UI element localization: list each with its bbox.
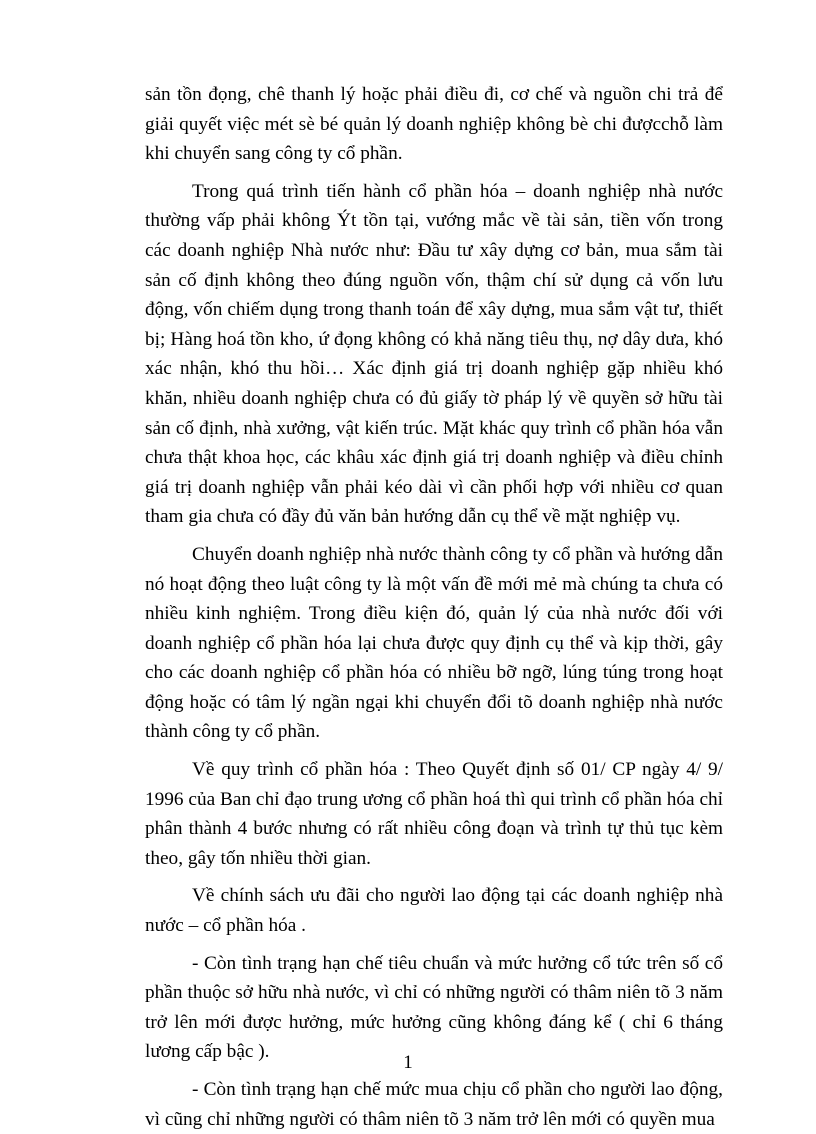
list-item-dividend-limit: - Còn tình trạng hạn chế tiêu chuẩn và mức hưởng cổ tức trên số cổ phần thuộc sở hữu nhà nước, vì chỉ có những người có thâm niên tõ 3 năm trở lên mới được hưởng, mức hưởng cũng không đáng kể ( chỉ 6 tháng lương cấp bậc ). xyxy=(145,952,723,1063)
list-item-purchase-limit: - Còn tình trạng hạn chế mức mua chịu cổ phần cho người lao động, vì cũng chỉ những người có thâm niên tõ 3 năm trở lên mới có quyền mua xyxy=(145,1079,723,1130)
paragraph-incentive-policy: Về chính sách ưu đãi cho người lao động tại các doanh nghiệp nhà nước – cổ phần hóa . xyxy=(145,885,723,937)
page-number: 1 xyxy=(403,1052,413,1073)
paragraph-equitization-procedure: Về quy trình cổ phần hóa : Theo Quyết định số 01/ CP ngày 4/ 9/ 1996 của Ban chỉ đạo trung ương cổ phần hoá thì qui trình cổ phần hóa chỉ phân thành 4 bước nhưng có rất nhiều công đoạn và trình tự thủ tục kèm theo, gây tốn nhiều thời gian. xyxy=(145,759,723,869)
paragraph-equitization-obstacles: Trong quá trình tiến hành cổ phần hóa – doanh nghiệp nhà nước thường vấp phải không Ýt tồn tại, vướng mắc về tài sản, tiền vốn trong các doanh nghiệp Nhà nước như: Đầu tư xây dựng cơ bản, mua sắm tài sản cố định không theo đúng nguồn vốn, thậm chí sử dụng cả vốn lưu động, vốn chiếm dụng trong thanh toán để xây dựng, mua sắm vật tư, thiết bị; Hàng hoá tồn kho, ứ đọng không có khả năng tiêu thụ, nợ dây dưa, khó xác nhận, khó thu hồi… Xác định giá trị doanh nghiệp gặp nhiều khó khăn, nhiều doanh nghiệp chưa có đủ giấy tờ pháp lý về quyền sở hữu tài sản cố định, nhà xưởng, vật kiến trúc. Mặt khác quy trình cổ phần hóa vẫn chưa thật khoa học, các khâu xác định giá trị doanh nghiệp và điều chỉnh giá trị doanh nghiệp vẫn phải kéo dài vì cần phối hợp với nhiều cơ quan tham gia chưa có đầy đủ văn bản hướng dẫn cụ thể về mặt nghiệp vụ. xyxy=(145,180,723,528)
paragraph-state-management: Chuyển doanh nghiệp nhà nước thành công ty cổ phần và hướng dẫn nó hoạt động theo luật công ty là một vấn đề mới mẻ mà chúng ta chưa có nhiều kinh nghiệm. Trong điều kiện đó, quản lý của nhà nước đối với doanh nghiệp cổ phần hóa lại chưa được quy định cụ thể và kịp thời, gây cho các doanh nghiệp cổ phần hóa có nhiều bỡ ngỡ, lúng túng trong hoạt động hoặc có tâm lý ngần ngại khi chuyển đổi tõ doanh nghiệp nhà nước thành công ty cổ phần. xyxy=(145,543,723,743)
paragraph-continuation: sản tồn đọng, chê thanh lý hoặc phải điều đi, cơ chế và nguồn chi trả để giải quyết việc mét sè bé quản lý doanh nghiệp không bè chi đượcchỗ làm khi chuyển sang công ty cổ phần. xyxy=(145,84,723,165)
page-body xyxy=(145,80,723,1134)
